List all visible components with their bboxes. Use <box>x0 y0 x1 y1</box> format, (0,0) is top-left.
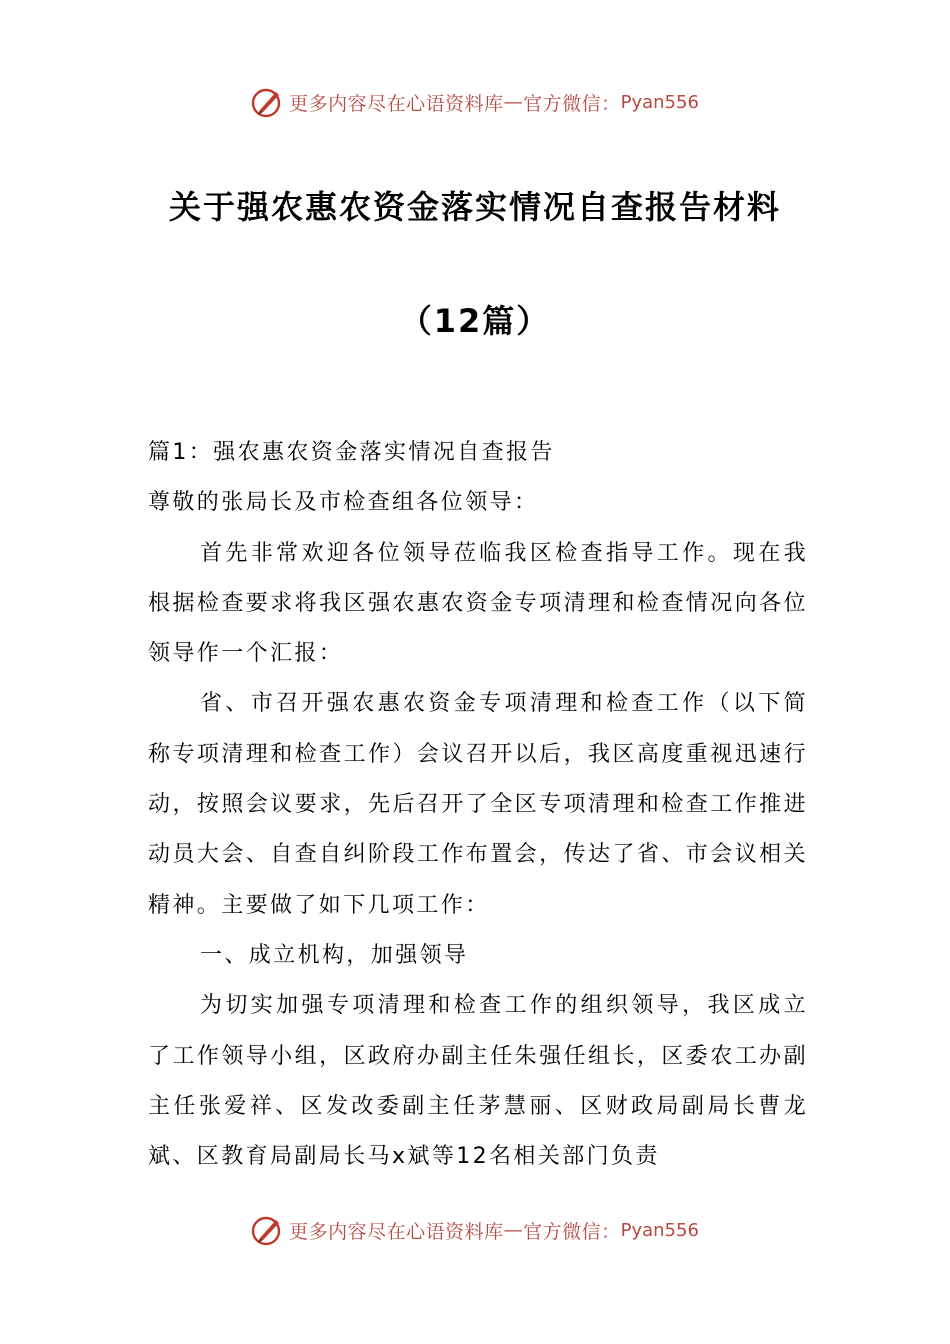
watermark-wechat-id: Pyan556 <box>620 91 699 113</box>
watermark-separator: — <box>503 91 524 113</box>
watermark-main: 更多内容尽在心语资料库 <box>289 92 504 115</box>
document-body <box>148 428 808 1182</box>
watermark-suffix: 官方微信： <box>523 1220 621 1243</box>
document-title: 关于强农惠农资金落实情况自查报告材料 <box>168 188 781 226</box>
paragraph-background: 省、市召开强农惠农资金专项清理和检查工作（以下简称专项清理和检查工作）会议召开以后，我区高度重视迅速行动，按照会议要求，先后召开了全区专项清理和检查工作推进动员大会、自查自纠阶段工作布置会，传达了省、市会议相关精神。主要做了如下几项工作： <box>148 691 808 918</box>
watermark-main: 更多内容尽在心语资料库 <box>289 1220 504 1243</box>
pen-logo-icon <box>251 1213 285 1247</box>
header-watermark <box>0 80 950 124</box>
footer-watermark <box>0 1208 950 1252</box>
pen-logo-icon <box>251 85 285 119</box>
subheading-1: 一、成立机构，加强领导 <box>200 942 469 968</box>
watermark-wechat-id: Pyan556 <box>620 1219 699 1241</box>
paragraph-organization: 为切实加强专项清理和检查工作的组织领导，我区成立了工作领导小组，区政府办副主任朱强任组长，区委农工办副主任张爱祥、区发改委副主任茅慧丽、区财政局副局长曹龙斌、区教育局副局长马x斌等12名相关部门负责 <box>148 993 808 1170</box>
watermark-separator: — <box>503 1219 524 1241</box>
watermark-suffix: 官方微信： <box>523 92 621 115</box>
document-subtitle: （12篇） <box>399 302 551 340</box>
salutation: 尊敬的张局长及市检查组各位领导： <box>148 490 539 516</box>
paragraph-intro: 首先非常欢迎各位领导莅临我区检查指导工作。现在我根据检查要求将我区强农惠农资金专项清理和检查情况向各位领导作一个汇报： <box>148 540 808 667</box>
section-heading: 篇1：强农惠农资金落实情况自查报告 <box>148 440 555 465</box>
